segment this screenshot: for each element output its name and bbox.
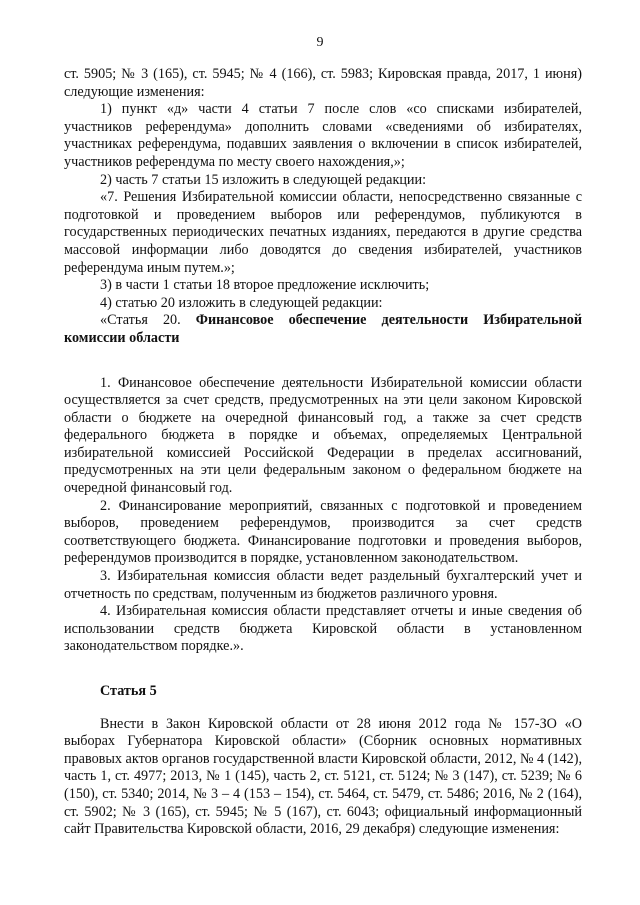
paragraph-clause-3: 3. Избирательная комиссия области ведет раздельный бухгалтерский учет и отчетность по средствам, полученным из бюджетов различного уровня. (64, 568, 582, 602)
paragraph-clause-1: 1. Финансовое обеспечение деятельности Избирательной комиссии области осуществляется за счет средств, предусмотренных на эти цели законом Кировской области о бюджете на очередной финансовый год, а также за счет средств федерального бюджета в порядке и объемах, определяемых Центральной избирательной комиссией Российской Федерации в пределах ассигнований, предусмотренных на эти цели федеральным законом о федеральном бюджете на очередной финансовый год. (64, 374, 582, 497)
article-20-prefix: «Статья 20. (100, 312, 196, 329)
paragraph-item-4: 4) статью 20 изложить в следующей редакции: (100, 294, 383, 311)
article-20-title: Финансовое обеспечение деятельности Избирательной комиссии области (64, 312, 582, 346)
article-20-heading (64, 312, 582, 347)
paragraph-clause-2: 2. Финансирование мероприятий, связанных с подготовкой и проведением выборов, проведением референдумов, производится за счет средств соответствующего бюджета. Финансирование подготовки и проведения выборов, референдумов производится в порядке, установленном законодательством. (64, 497, 582, 567)
page-number: 9 (316, 35, 324, 50)
paragraph-item-1: 1) пункт «д» части 4 статьи 7 после слов «со списками избирателей, участников референдума» дополнить словами «сведениями об избирателях, участниках референдума, подавших заявления о включении в список избирателей, участников референдума по месту своего нахождения,»; (64, 101, 582, 170)
paragraph-item-2: 2) часть 7 статьи 15 изложить в следующей редакции: (100, 171, 427, 188)
paragraph-clause-4: 4. Избирательная комиссия области представляет отчеты и иные сведения об использовании средств бюджета Кировской области в установленном законодательством порядке.». (64, 603, 582, 655)
article-5-heading: Статья 5 (100, 683, 157, 699)
paragraph-intro: ст. 5905; № 3 (165), ст. 5945; № 4 (166), ст. 5983; Кировская правда, 2017, 1 июня) следующие изменения: (64, 66, 582, 100)
document-body (64, 66, 582, 839)
paragraph-article-5-body: Внести в Закон Кировской области от 28 июня 2012 года № 157-ЗО «О выборах Губернатора Кировской области» (Сборник основных нормативных правовых актов органов государственной власти Кировской области, 2012, № 4 (142), часть 1, ст. 4977; 2013, № 1 (145), часть 2, ст. 5121, ст. 5124; № 3 (147), ст. 5239; № 6 (150), ст. 5340; 2014, № 3 – 4 (153 – 154), ст. 5464, ст. 5479, ст. 5486; 2016, № 2 (164), ст. 5902; № 3 (165), ст. 5945; № 5 (167), ст. 6043; официальный информационный сайт Правительства Кировской области, 2016, 29 декабря) следующие изменения: (64, 715, 582, 838)
paragraph-item-3: 3) в части 1 статьи 18 второе предложение исключить; (100, 277, 430, 294)
paragraph-quote-7: «7. Решения Избирательной комиссии области, непосредственно связанные с подготовкой и проведением выборов или референдумов, публикуются в государственных периодических печатных изданиях, передаются в другие средства массовой информации либо доводятся до сведения избирателей, участников референдума иным путем.»; (64, 189, 582, 276)
